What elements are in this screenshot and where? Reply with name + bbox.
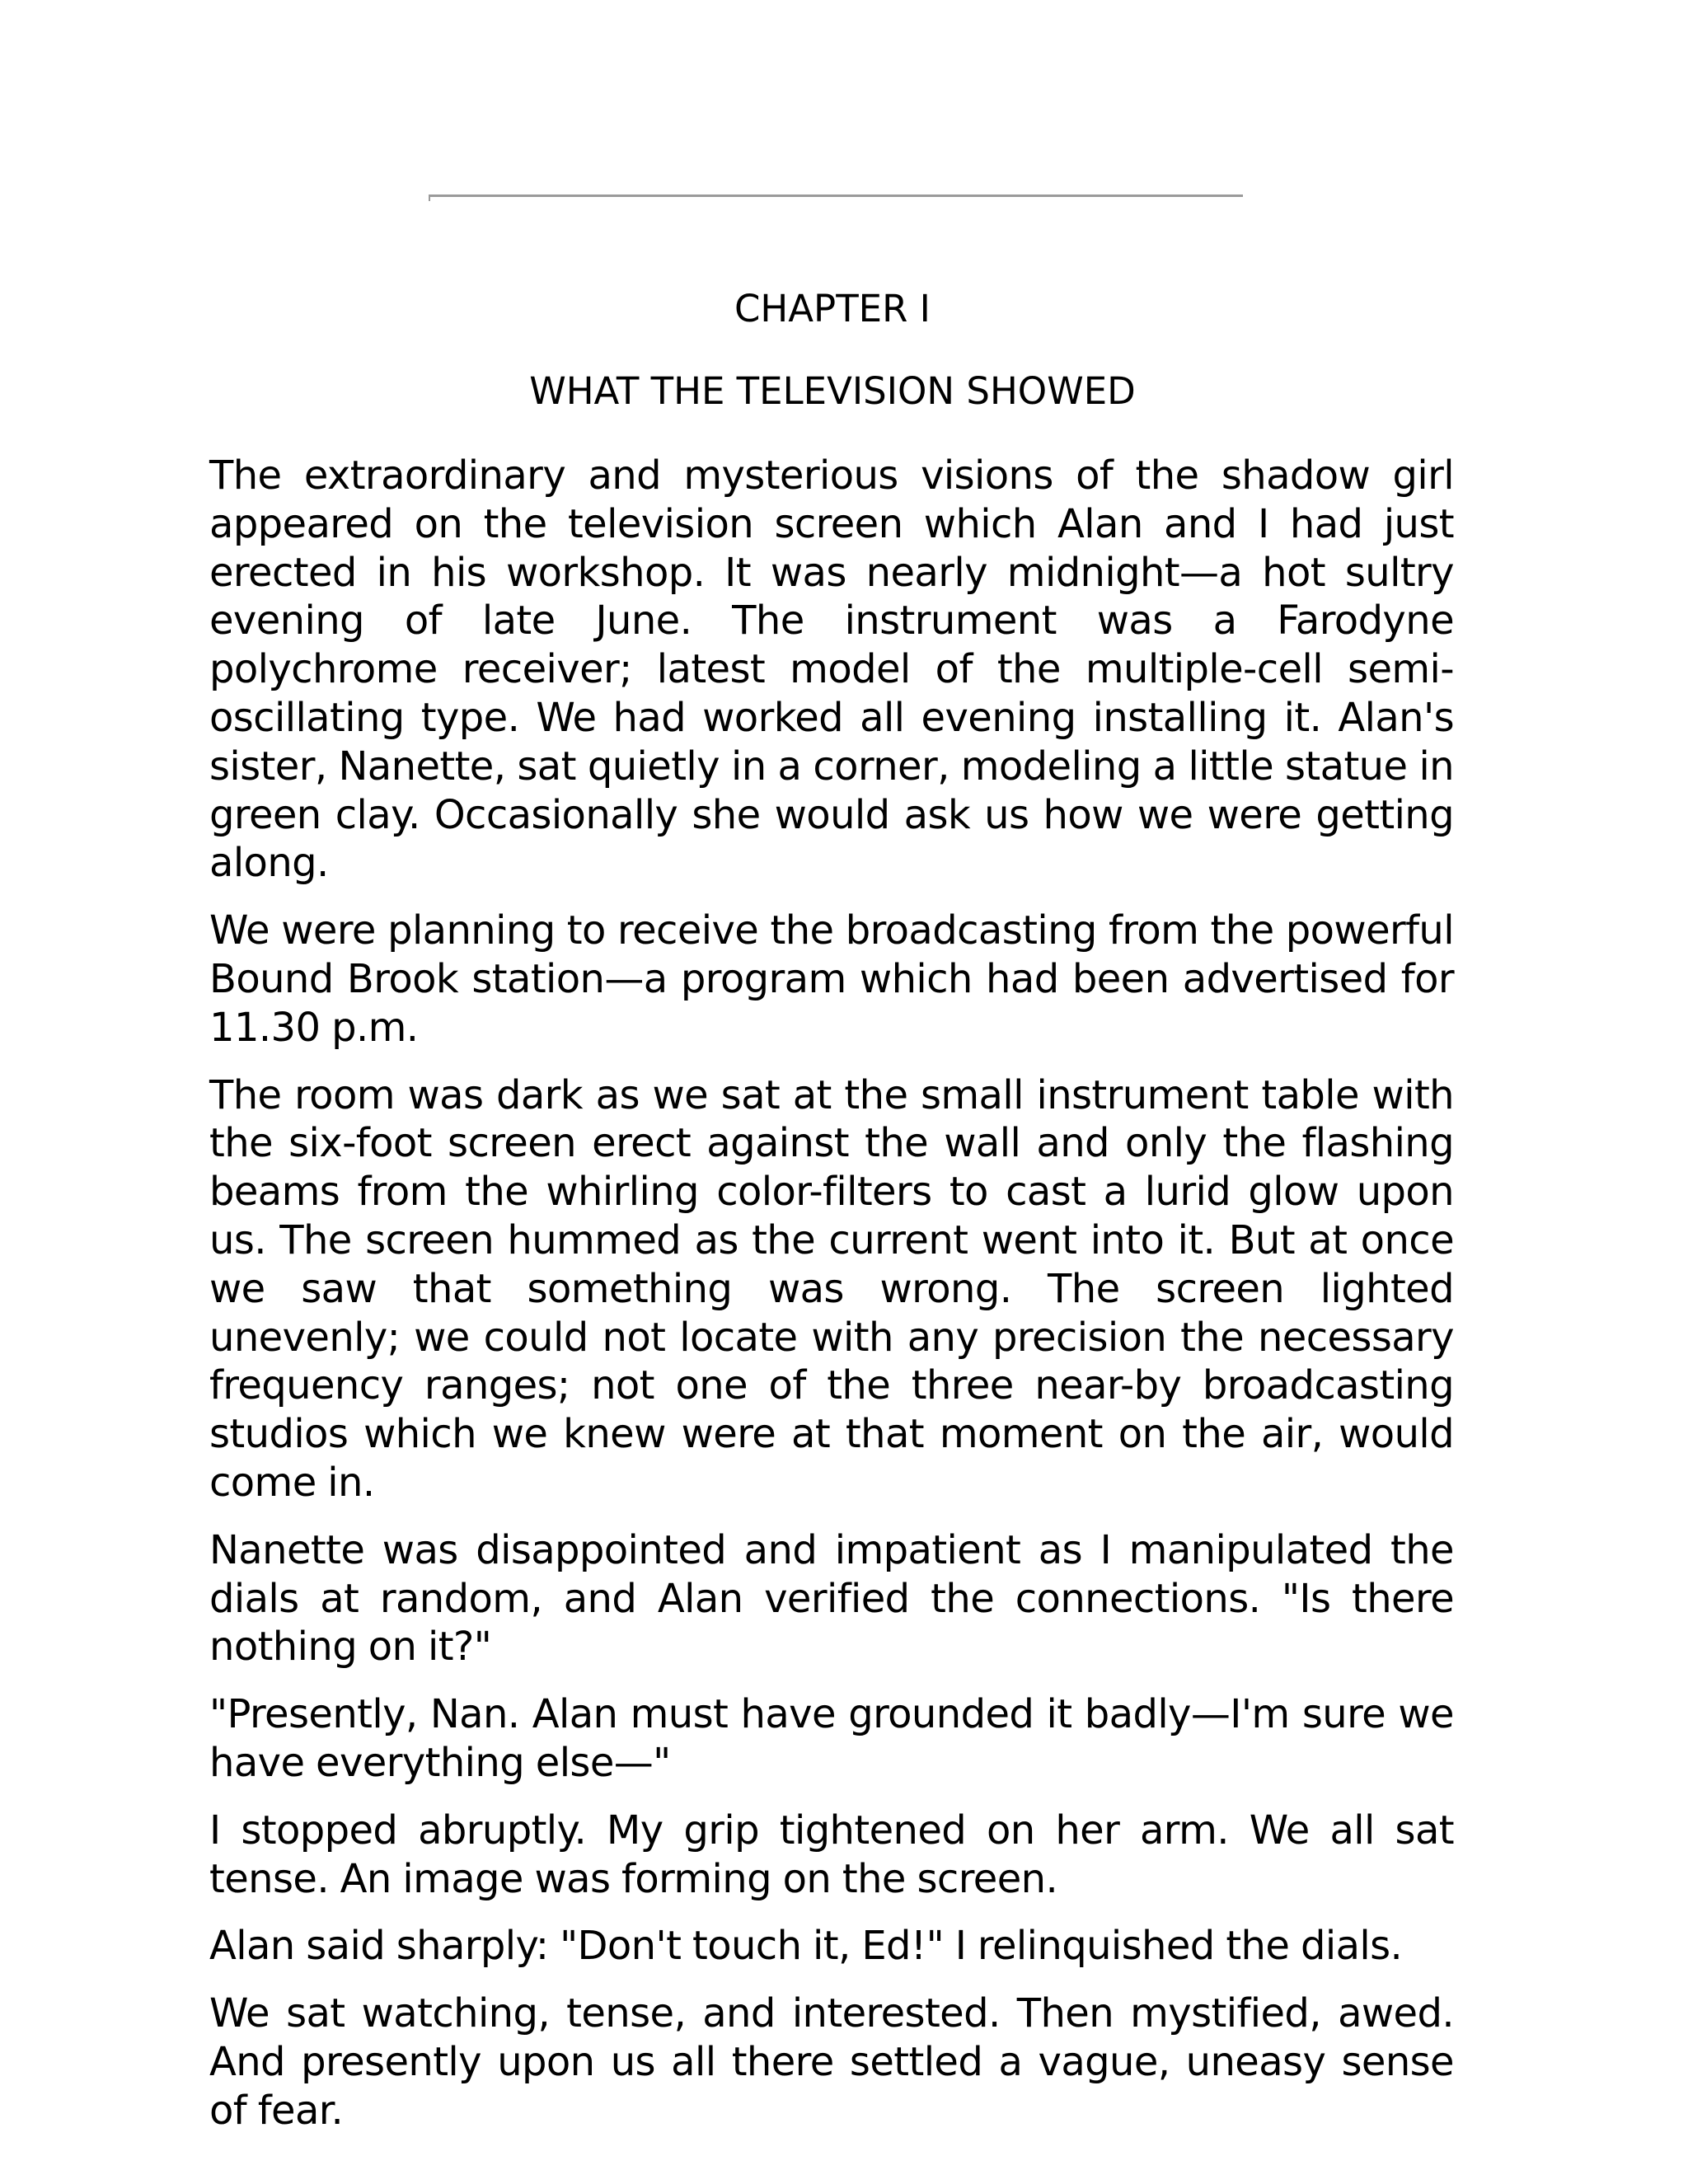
paragraph: "Presently, Nan. Alan must have grounded it badly—I'm sure we have everything else—" bbox=[209, 1691, 1454, 1786]
chapter-heading: CHAPTER I bbox=[734, 287, 931, 330]
paragraph: We were planning to receive the broadcasting from the powerful Bound Brook station—a program which had been advertised for 11.30 p.m. bbox=[209, 907, 1454, 1051]
paragraph: Nanette was disappointed and impatient as I manipulated the dials at random, and Alan verified the connections. "Is there nothing on it?" bbox=[209, 1526, 1454, 1671]
paragraph: We sat watching, tense, and interested. Then mystified, awed. And presently upon us all there settled a vague, uneasy sense of fear. bbox=[209, 1990, 1454, 2134]
paragraph: Alan said sharply: "Don't touch it, Ed!" I relinquished the dials. bbox=[209, 1923, 1403, 1970]
header-rule bbox=[429, 194, 1243, 197]
chapter-subtitle: WHAT THE TELEVISION SHOWED bbox=[529, 369, 1136, 413]
chapter-body bbox=[209, 452, 1454, 2154]
paragraph: The extraordinary and mysterious visions of the shadow girl appeared on the television screen which Alan and I had just erected in his workshop. It was nearly midnight—a hot sultry evening of late June. The instrument was a Farodyne polychrome receiver; latest model of the multiple-cell semi-oscillating type. We had worked all evening installing it. Alan's sister, Nanette, sat quietly in a corner, modeling a little statue in green clay. Occasionally she would ask us how we were getting along. bbox=[209, 452, 1454, 887]
paragraph: The room was dark as we sat at the small instrument table with the six-foot screen erect against the wall and only the flashing beams from the whirling color-filters to cast a lurid glow upon us. The screen hummed as the current went into it. But at once we saw that something was wrong. The screen lighted unevenly; we could not locate with any precision the necessary frequency ranges; not one of the three near-by broadcasting studios which we knew were at that moment on the air, would come in. bbox=[209, 1071, 1454, 1506]
paragraph: I stopped abruptly. My grip tightened on her arm. We all sat tense. An image was forming on the screen. bbox=[209, 1807, 1454, 1902]
